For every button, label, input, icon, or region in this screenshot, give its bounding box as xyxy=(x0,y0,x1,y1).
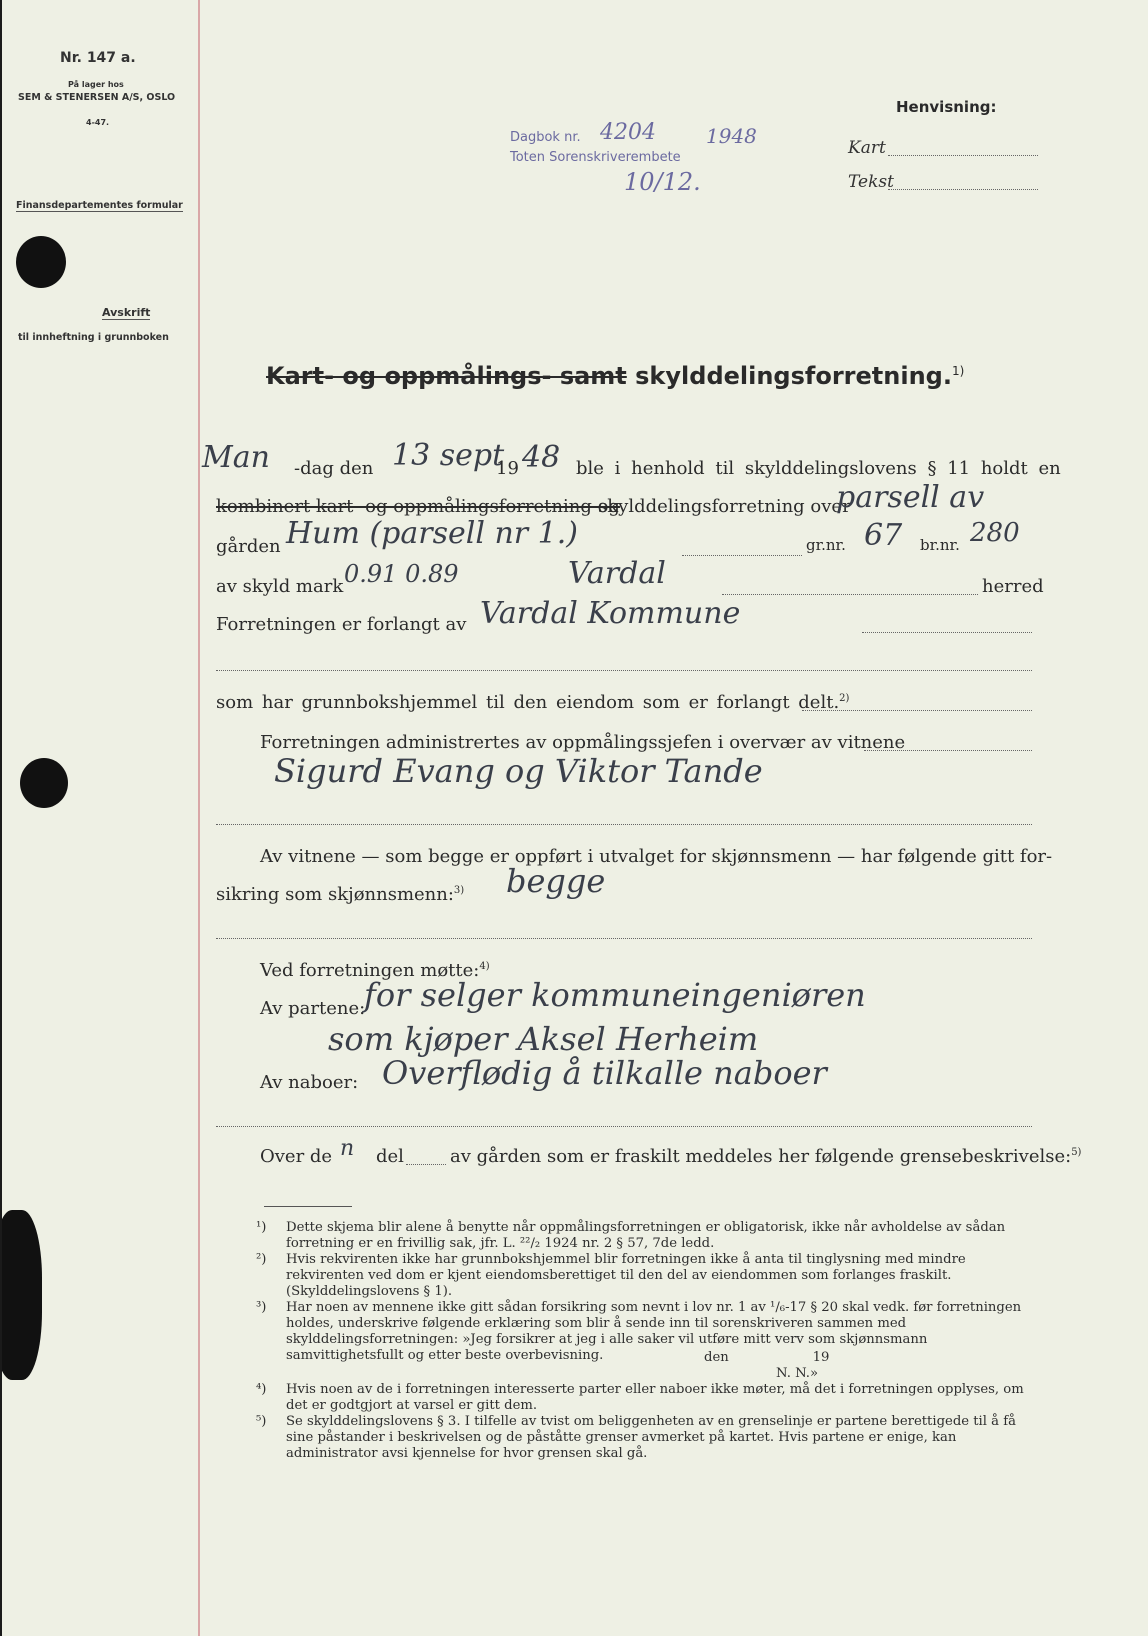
footnote-5 xyxy=(256,1414,1034,1462)
grensebeskrivelse-sup: 5) xyxy=(1071,1147,1082,1158)
footnote-3-date: den 19 xyxy=(704,1350,830,1365)
herred-dots xyxy=(722,594,978,595)
document-title xyxy=(266,362,964,390)
footnote-num: ³) xyxy=(256,1300,267,1315)
administrertes-dots xyxy=(864,750,1032,751)
day-hand: Man xyxy=(202,440,270,475)
over-de-hand: n xyxy=(340,1136,355,1161)
footnote-1 xyxy=(256,1220,1034,1252)
grnr-hand: 67 xyxy=(864,518,903,553)
stamp-date: 10/12. xyxy=(624,168,701,196)
naboer-dots xyxy=(216,1126,1032,1127)
nineteen: 19 xyxy=(496,458,519,479)
publisher-line1: På lager hos xyxy=(68,80,124,89)
footnote-text: Se skylddelingslovens § 3. I tilfelle av tvist om beliggenheten av en grenselinje er partene berettigede til å få sine påstander i beskrivelsen og de påståtte grenser avmerket på kartet. Hvis partene er enige, kan administrator avsi kjennelse for hvor grensen skal gå. xyxy=(286,1414,1016,1461)
skyld-hand: 0.91 0.89 xyxy=(344,560,459,588)
footnote-text: Hvis noen av de i forretningen interesserte parter eller naboer ikke møter, må det i forretningen opplyses, om det er godtgjort at varsel er gitt dem. xyxy=(286,1382,1024,1413)
vitner-hand: Sigurd Evang og Viktor Tande xyxy=(274,752,763,790)
over-de-label: Over de xyxy=(260,1146,333,1167)
forlangt-hand: Vardal Kommune xyxy=(480,596,741,631)
hjemmel-dots xyxy=(802,710,1032,711)
line2-hand: parsell av xyxy=(836,480,985,515)
herred-hand: Vardal xyxy=(568,556,666,591)
kart-line xyxy=(888,155,1038,156)
henvisning-title: Henvisning: xyxy=(896,98,997,116)
herred-label: herred xyxy=(982,576,1044,597)
date-hand: 13 sept xyxy=(392,438,505,473)
grnr-label: gr.nr. xyxy=(806,536,846,554)
naboer-hand: Overflødig å tilkalle naboer xyxy=(382,1054,827,1092)
motte-sup: 4) xyxy=(479,961,490,972)
footnote-rule xyxy=(264,1206,352,1207)
skyld-label: av skyld mark xyxy=(216,576,344,597)
footnote-4 xyxy=(256,1382,1034,1414)
footnote-2 xyxy=(256,1252,1034,1300)
title-main: skylddelingsforretning. xyxy=(635,362,952,390)
footnote-num: ¹) xyxy=(256,1220,267,1235)
dag-den: -dag den xyxy=(294,458,374,479)
punch-hole-bottom xyxy=(2,1210,42,1380)
forlangt-label: Forretningen er forlangt av xyxy=(216,614,467,635)
footnote-text: Har noen av mennene ikke gitt sådan forsikring som nevnt i lov nr. 1 av ¹/₆-17 § 20 skal vedk. før forretningen holdes, underskrive følgende erklæring som blir å sende inn til sorenskriveren sammen med skylddelingsforretningen: »Jeg forsikrer at jeg i alle saker vil utføre mitt verv som skjønnsmann samvittighetsfullt og etter beste overbevisning. xyxy=(286,1300,1022,1363)
forlangt-dots xyxy=(862,632,1032,633)
footnote-num: ⁵) xyxy=(256,1414,267,1429)
form-number: Nr. 147 a. xyxy=(60,50,136,66)
kjoper-hand: som kjøper Aksel Herheim xyxy=(328,1020,759,1058)
grensebeskrivelse-text xyxy=(450,1146,1081,1167)
del-dots xyxy=(406,1164,446,1165)
footnote-3-sign: N. N.» xyxy=(776,1366,819,1381)
brnr-hand: 280 xyxy=(970,518,1020,548)
administrertes-text: Forretningen administrertes av oppmålingssjefen i overvær av vitnene xyxy=(260,732,906,753)
vitner-forsikring: Av vitnene — som begge er oppført i utvalget for skjønnsmenn — har følgende gitt for- xyxy=(260,846,1053,867)
skjonnsmenn-dots xyxy=(216,938,1032,939)
hjemmel-text xyxy=(216,692,849,713)
edition: 4-47. xyxy=(86,118,110,127)
footnote-num: ⁴) xyxy=(256,1382,267,1397)
garden-dots xyxy=(682,555,802,556)
footnote-num: ²) xyxy=(256,1252,267,1267)
partene-label: Av partene: xyxy=(260,998,366,1019)
grensebeskrivelse-label: av gården som er fraskilt meddeles her følgende grensebeskrivelse: xyxy=(450,1146,1072,1167)
skjonnsmenn-text xyxy=(216,884,464,905)
title-sup: 1) xyxy=(951,364,965,378)
skjonnsmenn-label: sikring som skjønnsmenn: xyxy=(216,884,454,905)
skjonnsmenn-hand: begge xyxy=(506,862,606,900)
embete-name: Toten Sorenskriverembete xyxy=(510,150,681,165)
henvisning-tekst: Tekst xyxy=(848,172,894,192)
punch-hole-top xyxy=(16,236,66,288)
tekst-line xyxy=(888,189,1038,190)
document-page xyxy=(2,0,1148,1636)
title-struck: Kart- og oppmålings- samt xyxy=(266,362,627,390)
line1-rest: ble i henhold til skylddelingslovens § 11 holdt en xyxy=(576,458,1061,479)
dagbok-stamp-label: Dagbok nr. xyxy=(510,130,581,145)
hjemmel-sup: 2) xyxy=(839,693,850,704)
garden-hand: Hum (parsell nr 1.) xyxy=(286,516,579,551)
hjemmel-text-main: som har grunnbokshjemmel til den eiendom som er forlangt delt. xyxy=(216,692,840,713)
line2-struck: kombinert kart- og oppmålingsforretning og xyxy=(216,496,620,517)
blank-line-1 xyxy=(216,670,1032,671)
avskrift-sub: til innheftning i grunnboken xyxy=(18,332,169,343)
footnote-text: Dette skjema blir alene å benytte når oppmålingsforretningen er obligatorisk, ikke når avholdelse av sådan forretning er en frivillig sak, jfr. L. ²²/₂ 1924 nr. 2 § 57, 7de ledd. xyxy=(286,1220,1006,1251)
garden-label: gården xyxy=(216,536,281,557)
brnr-label: br.nr. xyxy=(920,536,960,554)
skjonnsmenn-sup: 3) xyxy=(453,885,465,896)
year-hand: 48 xyxy=(522,440,561,475)
vitner-dots xyxy=(216,824,1032,825)
footnote-text: Hvis rekvirenten ikke har grunnbokshjemmel blir forretningen ikke å anta til tinglysning med mindre rekvirenten ved dom er kjent eiendomsberettiget til den del av eiendommen som forlanges fraskilt. (Skylddelingslovens § 1). xyxy=(286,1252,966,1299)
dagbok-year: 1948 xyxy=(706,124,757,148)
punch-hole-middle xyxy=(20,758,68,808)
naboer-label: Av naboer: xyxy=(260,1072,359,1093)
avskrift-label: Avskrift xyxy=(102,306,151,319)
publisher-line2: SEM & STENERSEN A/S, OSLO xyxy=(18,92,176,103)
dagbok-number: 4204 xyxy=(600,120,656,145)
partene-hand: for selger kommuneingeniøren xyxy=(364,976,866,1014)
motte-label: Ved forretningen møtte: xyxy=(260,960,480,981)
line2-rest: skylddelingsforretning over xyxy=(598,496,851,517)
del-label: del xyxy=(376,1146,404,1167)
formular-label: Finansdepartementes formular xyxy=(16,200,183,211)
margin-rule xyxy=(198,0,200,1636)
henvisning-kart: Kart xyxy=(848,138,886,158)
